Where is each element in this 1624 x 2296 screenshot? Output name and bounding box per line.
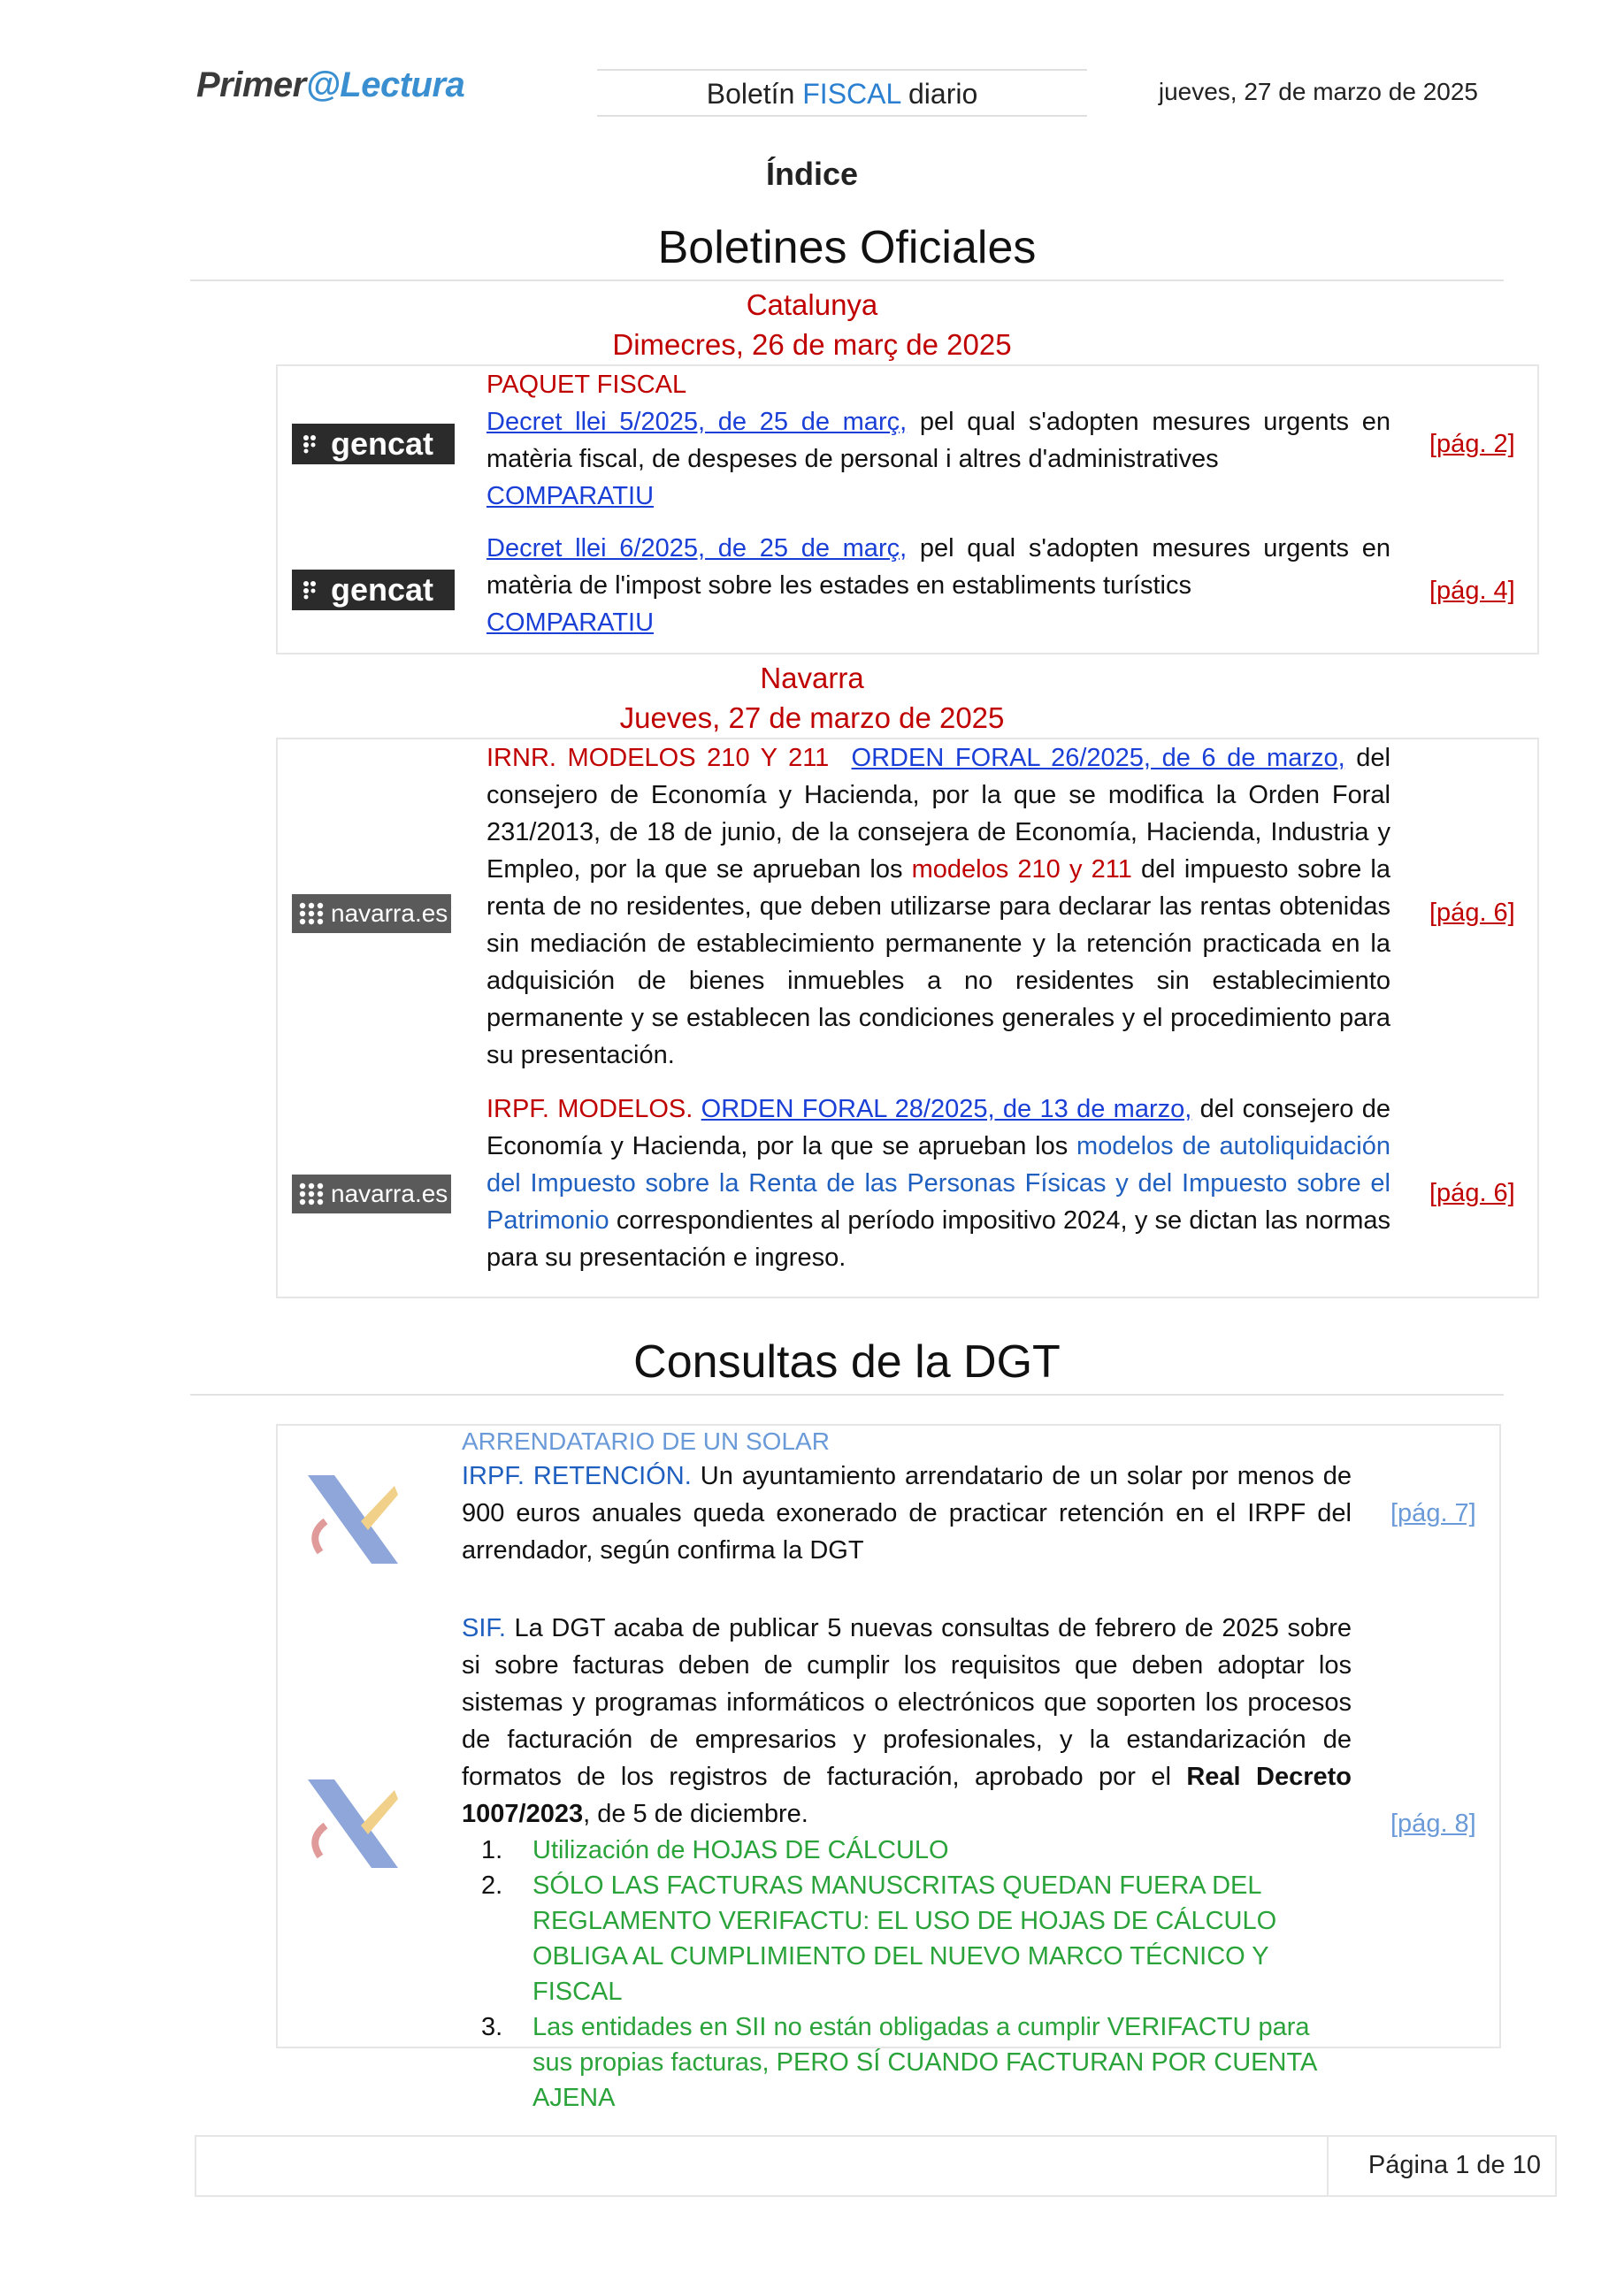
decret-5-2025-link[interactable]: Decret llei 5/2025, de 25 de març, xyxy=(486,408,908,436)
page-ref-link[interactable]: [pág. 2] xyxy=(1429,430,1515,458)
list-item: 2. SÓLO LAS FACTURAS MANUSCRITAS QUEDAN FUERA DEL REGLAMENTO VERIFACTU: EL USO DE HOJAS DE CÁLCULO OBLIGA AL CUMPLIMIENTO DEL NUEVO MARCO TÉCNICO Y FISCAL xyxy=(481,1871,1277,2006)
list-item: 3. Las entidades en SII no están obligadas a cumplir VERIFACTU para sus propias facturas, PERO SÍ CUANDO FACTURAN POR CUENTA AJENA xyxy=(481,2013,1316,2112)
aeat-logo-icon xyxy=(299,1772,403,1870)
page-ref-link[interactable]: [pág. 8] xyxy=(1390,1810,1476,1838)
catalunya-entry-1: PAQUET FISCAL Decret llei 5/2025, de 25 de març, pel qual s'adopten mesures urgents en matèria fiscal, de despeses de personal i altres d'administratives COMPARATIU xyxy=(486,366,1390,515)
header-date: jueves, 27 de marzo de 2025 xyxy=(1158,78,1478,105)
entry-tag: SIF. xyxy=(462,1614,506,1642)
navarra-entry-1: IRNR. MODELOS 210 Y 211 ORDEN FORAL 26/2025, de 6 de marzo, del consejero de Economía y Hacienda, por la que se modifica la Orden Foral 231/2013, de 18 de junio, de la consejera de Economía, Hacienda, Industria y Empleo, por la que se aprueban los modelos 210 y 211 del impuesto sobre la renta de no residentes, que deben utilizarse para declarar las rentas obtenidas sin mediación de establecimiento permanente y la retención practicada en la adquisición de bienes inmuebles a no residentes sin establecimiento permanente y se establecen las condiciones generales y el procedimiento para su presentación. xyxy=(486,744,1390,1069)
decret-6-2025-link[interactable]: Decret llei 6/2025, de 25 de març, xyxy=(486,534,908,563)
catalunya-entry-2: Decret llei 6/2025, de 25 de març, pel qual s'adopten mesures urgents en matèria de l'impost sobre les estades en establiments turístics COMPARATIU xyxy=(486,534,1390,637)
dgt-entry-1: ARRENDATARIO DE UN SOLAR IRPF. RETENCIÓN. Un ayuntamiento arrendatario de un solar por menos de 900 euros anuales queda exonerado de practicar retención en el IRPF del arrendador, según confirma la DGT xyxy=(462,1427,1352,1565)
sif-consultas-list xyxy=(462,1833,1352,2116)
page-ref-link[interactable]: [pág. 6] xyxy=(1429,899,1515,927)
section-title-boletines: Boletines Oficiales xyxy=(190,221,1504,281)
entry-tag: PAQUET FISCAL xyxy=(486,371,687,399)
entry-tag: IRPF. MODELOS. xyxy=(486,1095,693,1123)
gencat-dots-icon xyxy=(303,580,326,600)
page-ref-link[interactable]: [pág. 4] xyxy=(1429,577,1515,605)
navarra-entry-2: IRPF. MODELOS. ORDEN FORAL 28/2025, de 13 de marzo, del consejero de Economía y Hacienda, por la que se aprueban los modelos de autoliquidación del Impuesto sobre la Renta de las Personas Físicas y del Impuesto sobre el Patrimonio correspondientes al período impositivo 2024, y se dictan las normas para su presentación e ingreso. xyxy=(486,1095,1391,1272)
page-ref-link[interactable]: [pág. 7] xyxy=(1390,1499,1476,1527)
entry-tag: IRNR. MODELOS 210 Y 211 xyxy=(486,744,830,772)
gencat-logo: gencat xyxy=(292,570,455,610)
region-catalunya: Catalunya xyxy=(746,288,878,321)
region-navarra-date: Jueves, 27 de marzo de 2025 xyxy=(619,701,1005,734)
page-ref-link[interactable]: [pág. 6] xyxy=(1429,1179,1515,1207)
section-title-consultas: Consultas de la DGT xyxy=(190,1336,1504,1396)
footer xyxy=(195,2135,1557,2197)
footer-divider xyxy=(1327,2137,1329,2195)
region-catalunya-date: Dimecres, 26 de març de 2025 xyxy=(612,328,1012,361)
page-number: Página 1 de 10 xyxy=(1367,2151,1541,2179)
comparatiu-link-1[interactable]: COMPARATIU xyxy=(486,482,655,510)
entry-tag: IRPF. RETENCIÓN. xyxy=(462,1462,692,1490)
navarra-grid-icon xyxy=(299,1182,324,1205)
list-item: 1. Utilización de HOJAS DE CÁLCULO xyxy=(481,1836,949,1864)
orden-foral-26-2025-link[interactable]: ORDEN FORAL 26/2025, de 6 de marzo, xyxy=(851,744,1345,772)
index-title: Índice xyxy=(765,156,859,192)
gencat-logo: gencat xyxy=(292,424,455,464)
navarra-logo: navarra.es xyxy=(292,1175,451,1213)
navarra-grid-icon xyxy=(299,902,324,925)
bulletin-title: Boletín FISCAL diario xyxy=(597,69,1087,117)
region-navarra: Navarra xyxy=(760,662,864,694)
gencat-dots-icon xyxy=(303,434,326,454)
primera-lectura-logo: Primer@Lectura xyxy=(196,65,465,104)
comparatiu-link-2[interactable]: COMPARATIU xyxy=(486,608,655,637)
dgt-entry-2: SIF. La DGT acaba de publicar 5 nuevas consultas de febrero de 2025 sobre si sobre facturas deben de cumplir los requisitos que deben adoptar los sistemas y programas informáticos o electrónicos que soporten los procesos de facturación de empresarios y profesionales, y la estandarización de formatos de los registros de facturación, aprobado por el Real Decreto 1007/2023, de 5 de diciembre. xyxy=(462,1614,1352,1828)
orden-foral-28-2025-link[interactable]: ORDEN FORAL 28/2025, de 13 de marzo, xyxy=(701,1095,1192,1123)
navarra-logo: navarra.es xyxy=(292,894,451,933)
entry-topic: ARRENDATARIO DE UN SOLAR xyxy=(462,1427,830,1455)
aeat-logo-icon xyxy=(299,1468,403,1565)
